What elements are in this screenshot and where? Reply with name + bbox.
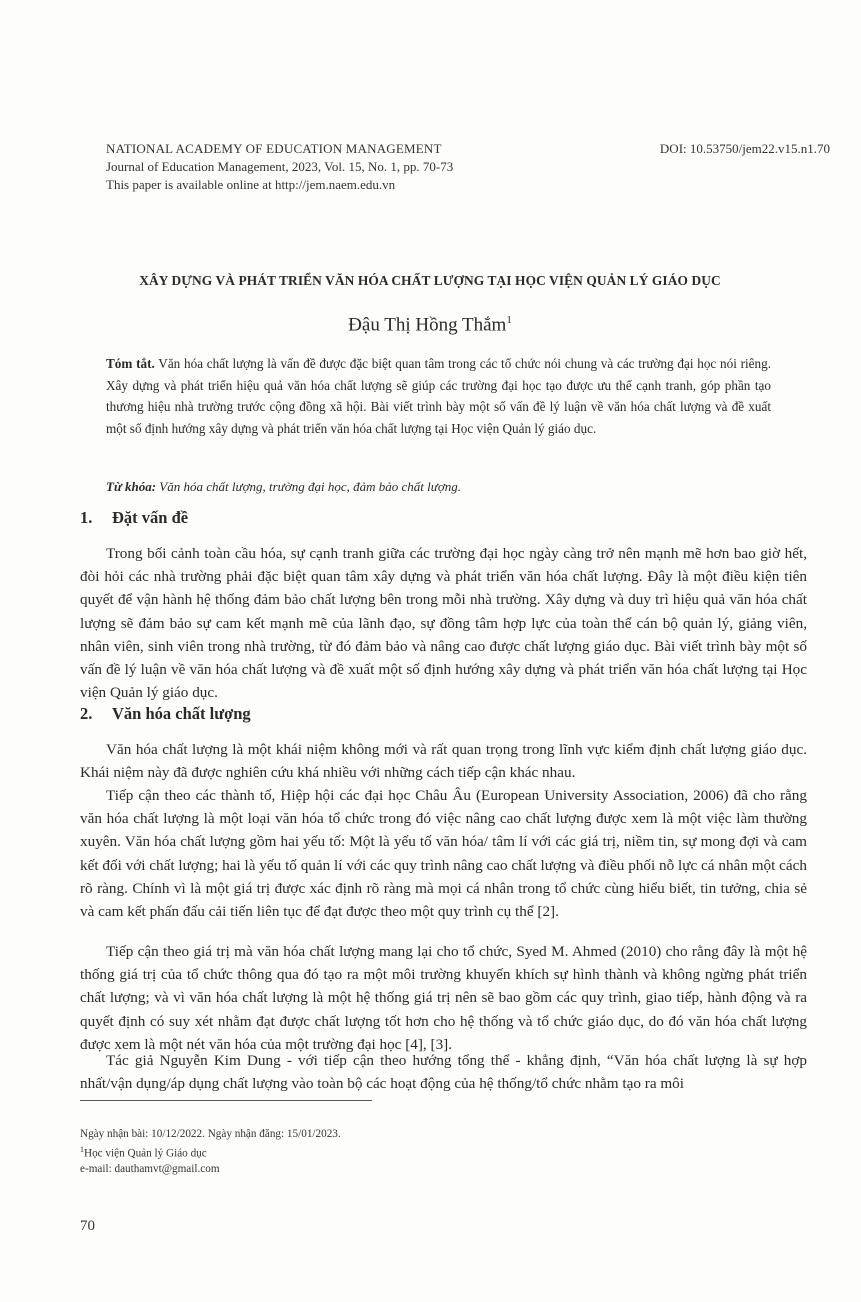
abstract-label: Tóm tắt. <box>106 356 155 371</box>
section-heading-2 <box>80 704 251 724</box>
section-heading-1 <box>80 508 188 528</box>
section-title: Văn hóa chất lượng <box>112 704 251 723</box>
paragraph: Văn hóa chất lượng là một khái niệm không mới và rất quan trọng trong lĩnh vực kiểm định chất lượng giáo dục. Khái niệm này đã được nghiên cứu khá nhiều với những cách tiếp cận khác nhau. <box>80 741 807 782</box>
footnote-divider <box>80 1100 372 1101</box>
affiliation-mark: 1 <box>80 1145 84 1154</box>
institution-name: NATIONAL ACADEMY OF EDUCATION MANAGEMENT <box>106 141 442 156</box>
section-title: Đặt vấn đề <box>112 508 189 527</box>
author-name: Đậu Thị Hồng Thắm <box>348 314 507 336</box>
section-number: 1. <box>80 508 93 527</box>
doi: DOI: 10.53750/jem22.v15.n1.70 <box>659 141 830 156</box>
keywords <box>106 479 771 495</box>
paragraph: Tiếp cận theo các thành tố, Hiệp hội các đại học Châu Âu (European University Association, 2006) đã cho rằng văn hóa chất lượng là một loại văn hóa tổ chức trong đó việc nâng cao chất lượng được xem là một việc làm thường xuyên. Văn hóa chất lượng gồm hai yếu tố: Một là yếu tố văn hóa/ tâm lí với các giá trị, niềm tin, sự mong đợi và cam kết đối với chất lượng; hai là yếu tố quản lí với các quy trình nâng cao chất lượng và điều phối nỗ lực cá nhân một cách rõ ràng. Chính vì là một giá trị được xác định rõ ràng mà mọi cá nhân trong tổ chức cùng hiểu biết, tin tưởng, chia sẻ và cam kết phấn đấu cải tiến liên tục để đạt được theo một quy trình cụ thể [2]. <box>80 787 807 921</box>
keywords-label: Từ khóa: <box>106 479 157 494</box>
abstract <box>106 353 771 439</box>
page-number: 70 <box>80 1218 95 1234</box>
affiliation <box>80 1142 580 1162</box>
author <box>80 314 780 336</box>
section-number: 2. <box>80 704 93 723</box>
paper-title: XÂY DỰNG VÀ PHÁT TRIỂN VĂN HÓA CHẤT LƯỢNG TẠI HỌC VIỆN QUẢN LÝ GIÁO DỤC <box>139 273 721 288</box>
author-email: e-mail: dauthamvt@gmail.com <box>80 1162 220 1175</box>
abstract-text: Văn hóa chất lượng là vấn đề được đặc biệt quan tâm trong các tổ chức nói chung và các trường đại học nói riêng. Xây dựng và phát triển hiệu quả văn hóa chất lượng sẽ giúp các trường đại học tạo được ưu thế cạnh tranh, góp phần tạo thương hiệu nhà trường trước cộng đồng xã hội. Bài viết trình bày một số vấn đề lý luận về văn hóa chất lượng và đề xuất một số định hướng xây dựng và phát triển văn hóa chất lượng tại Học viện Quản lý giáo dục. <box>106 356 771 436</box>
author-footnote-mark: 1 <box>506 314 512 326</box>
journal-citation: Journal of Education Management, 2023, Vol. 15, No. 1, pp. 70-73 <box>106 159 454 174</box>
footnotes <box>80 1127 580 1177</box>
affiliation-text: Học viện Quản lý Giáo dục <box>84 1147 207 1160</box>
paragraph: Tiếp cận theo giá trị mà văn hóa chất lượng mang lại cho tổ chức, Syed M. Ahmed (2010) cho rằng đây là một hệ thống giá trị của tổ chức thông qua đó tạo ra một môi trường khuyến khích sự hình thành và không ngừng phát triển chất lượng; và vì văn hóa chất lượng là một hệ thống giá trị nên sẽ bao gồm các quy trình, giao tiếp, hành động và ra quyết định có suy xét nhằm đạt được chất lượng tốt hơn cho hệ thống và tổ chức giáo dục, do đó văn hóa chất lượng được xem là một nét văn hóa của một trường đại học [4], [3]. <box>80 943 807 1053</box>
journal-header <box>106 140 830 194</box>
paragraph: Tác giả Nguyễn Kim Dung - với tiếp cận theo hướng tổng thể - khẳng định, “Văn hóa chất lượng là sự hợp nhất/vận dụng/áp dụng chất lượng vào toàn bộ các hoạt động của hệ thống/tổ chức nhằm tạo ra môi <box>80 1052 807 1093</box>
received-dates: Ngày nhận bài: 10/12/2022. Ngày nhận đăng: 15/01/2023. <box>80 1128 341 1140</box>
keywords-text: Văn hóa chất lượng, trường đại học, đảm bảo chất lượng. <box>156 479 462 494</box>
paragraph: Trong bối cảnh toàn cầu hóa, sự cạnh tranh giữa các trường đại học ngày càng trở nên mạnh mẽ hơn bao giờ hết, đòi hỏi các nhà trường phải đặc biệt quan tâm xây dựng và phát triển văn hóa chất lượng. Đây là một điều kiện tiên quyết để vận hành hệ thống đảm bảo chất lượng bên trong mỗi nhà trường. Xây dựng và duy trì hiệu quả văn hóa chất lượng sẽ đảm bảo sự cam kết mạnh mẽ của lãnh đạo, sự đồng tâm hợp lực của toàn thể cán bộ quản lý, giảng viên, nhân viên, sinh viên trong nhà trường, từ đó đảm bảo và nâng cao được chất lượng giáo dục. Bài viết trình bày một số vấn đề lý luận về văn hóa chất lượng và đề xuất một số định hướng xây dựng và phát triển văn hóa chất lượng tại Học viện Quản lý giáo dục. <box>80 545 807 702</box>
availability-note: This paper is available online at http://jem.naem.edu.vn <box>106 177 396 192</box>
